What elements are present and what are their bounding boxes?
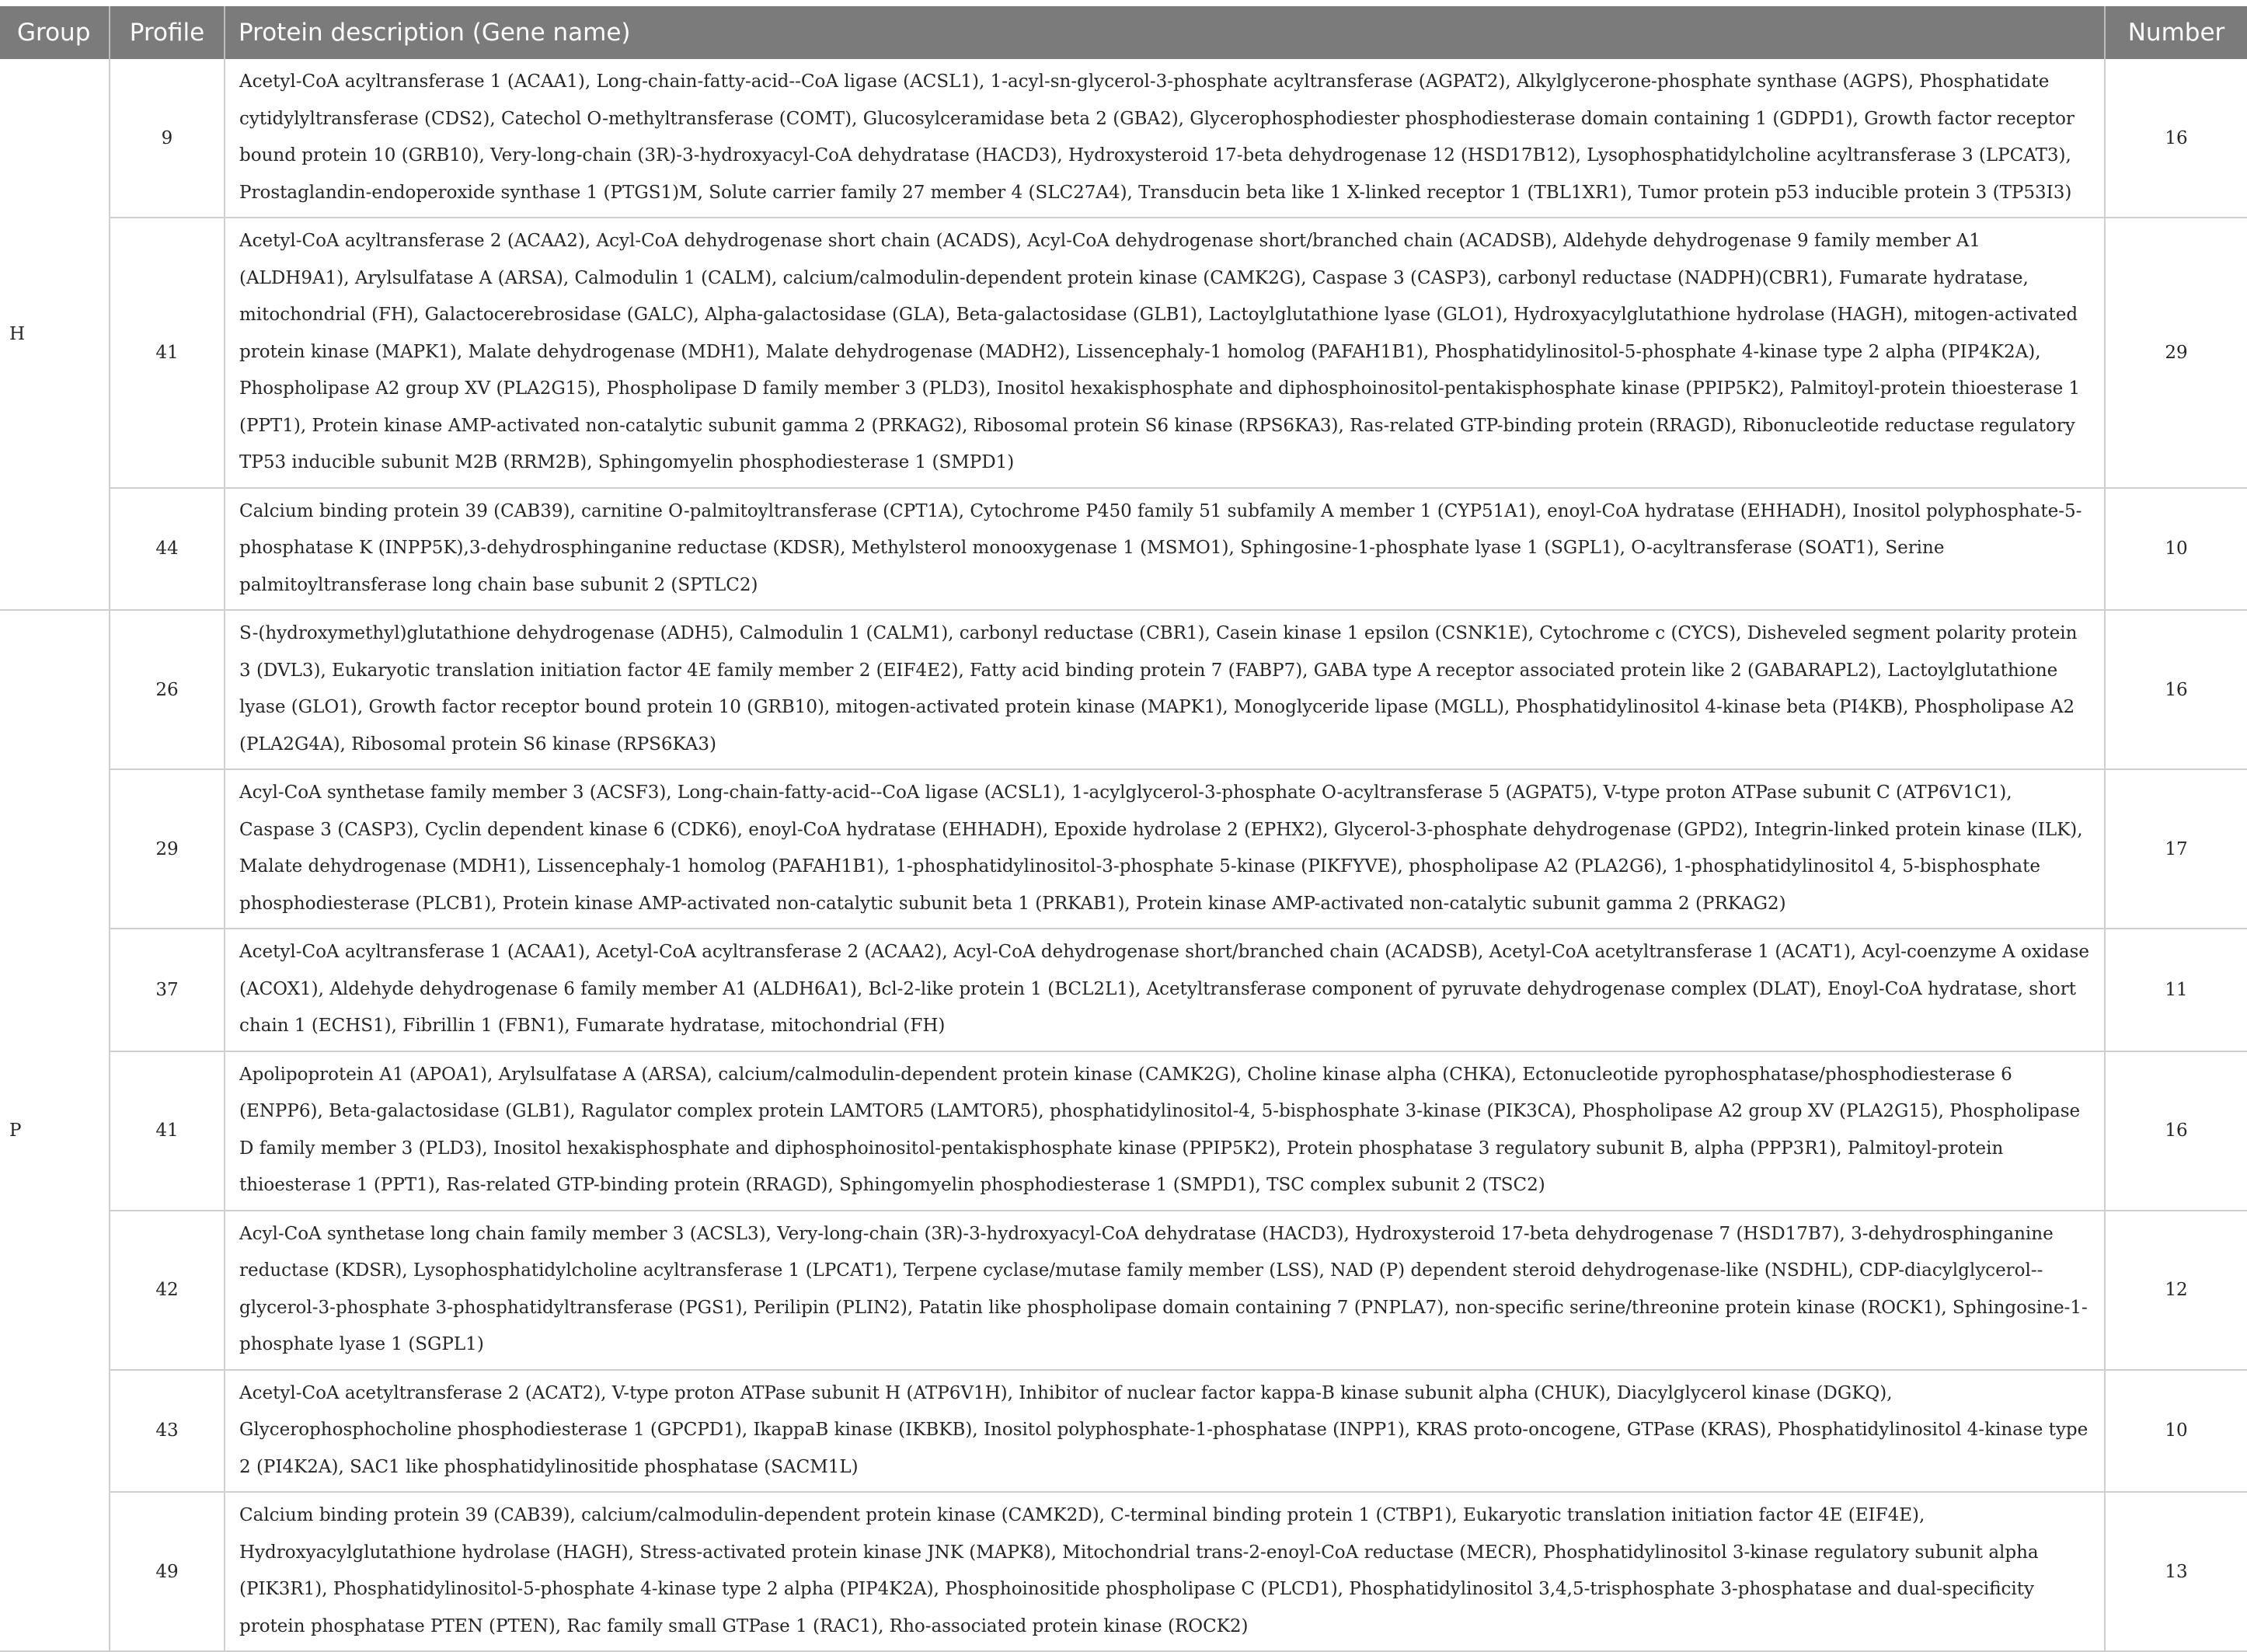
table-row bbox=[0, 610, 2247, 769]
number-cell: 16 bbox=[2105, 1051, 2247, 1211]
profile-cell: 43 bbox=[110, 1370, 225, 1493]
profile-cell: 26 bbox=[110, 610, 225, 769]
description-cell: Acetyl-CoA acyltransferase 1 (ACAA1), Acetyl-CoA acyltransferase 2 (ACAA2), Acyl-CoA dehydrogenase short/branched chain (ACADSB), Acetyl-CoA acetyltransferase 1 (ACAT1), Acyl-coenzyme A oxidase (ACOX1), Aldehyde dehydrogenase 6 family member A1 (ALDH6A1), Bcl-2-like protein 1 (BCL2L1), Acetyltransferase component of pyruvate dehydrogenase complex (DLAT), Enoyl-CoA hydratase, short chain 1 (ECHS1), Fibrillin 1 (FBN1), Fumarate hydratase, mitochondrial (FH) bbox=[225, 929, 2105, 1051]
protein-profile-table bbox=[0, 6, 2247, 1652]
profile-cell: 37 bbox=[110, 929, 225, 1051]
number-cell: 16 bbox=[2105, 59, 2247, 218]
table-header-row bbox=[0, 6, 2247, 59]
table-row bbox=[0, 218, 2247, 488]
number-cell: 10 bbox=[2105, 1370, 2247, 1493]
table-row bbox=[0, 769, 2247, 929]
description-cell: Acetyl-CoA acyltransferase 1 (ACAA1), Long-chain-fatty-acid--CoA ligase (ACSL1), 1-acyl-sn-glycerol-3-phosphate acyltransferase (AGPAT2), Alkylglycerone-phosphate synthase (AGPS), Phosphatidate cytidylyltransferase (CDS2), Catechol O-methyltransferase (COMT), Glucosylceramidase beta 2 (GBA2), Glycerophosphodiester phosphodiesterase domain containing 1 (GDPD1), Growth factor receptor bound protein 10 (GRB10), Very-long-chain (3R)-3-hydroxyacyl-CoA dehydratase (HACD3), Hydroxysteroid 17-beta dehydrogenase 12 (HSD17B12), Lysophosphatidylcholine acyltransferase 3 (LPCAT3), Prostaglandin-endoperoxide synthase 1 (PTGS1)M, Solute carrier family 27 member 4 (SLC27A4), Transducin beta like 1 X-linked receptor 1 (TBL1XR1), Tumor protein p53 inducible protein 3 (TP53I3) bbox=[225, 59, 2105, 218]
table-row bbox=[0, 929, 2247, 1051]
description-cell: Acyl-CoA synthetase family member 3 (ACSF3), Long-chain-fatty-acid--CoA ligase (ACSL1), 1-acylglycerol-3-phosphate O-acyltransferase 5 (AGPAT5), V-type proton ATPase subunit C (ATP6V1C1), Caspase 3 (CASP3), Cyclin dependent kinase 6 (CDK6), enoyl-CoA hydratase (EHHADH), Epoxide hydrolase 2 (EPHX2), Glycerol-3-phosphate dehydrogenase (GPD2), Integrin-linked protein kinase (ILK), Malate dehydrogenase (MDH1), Lissencephaly-1 homolog (PAFAH1B1), 1-phosphatidylinositol-3-phosphate 5-kinase (PIKFYVE), phospholipase A2 (PLA2G6), 1-phosphatidylinositol 4, 5-bisphosphate phosphodiesterase (PLCB1), Protein kinase AMP-activated non-catalytic subunit beta 1 (PRKAB1), Protein kinase AMP-activated non-catalytic subunit gamma 2 (PRKAG2) bbox=[225, 769, 2105, 929]
profile-cell: 49 bbox=[110, 1492, 225, 1651]
profile-cell: 41 bbox=[110, 1051, 225, 1211]
header-group: Group bbox=[0, 6, 110, 59]
number-cell: 10 bbox=[2105, 488, 2247, 611]
number-cell: 13 bbox=[2105, 1492, 2247, 1651]
table-row bbox=[0, 488, 2247, 611]
description-cell: Apolipoprotein A1 (APOA1), Arylsulfatase A (ARSA), calcium/calmodulin-dependent protein kinase (CAMK2G), Choline kinase alpha (CHKA), Ectonucleotide pyrophosphatase/phosphodiesterase 6 (ENPP6), Beta-galactosidase (GLB1), Ragulator complex protein LAMTOR5 (LAMTOR5), phosphatidylinositol-4, 5-bisphosphate 3-kinase (PIK3CA), Phospholipase A2 group XV (PLA2G15), Phospholipase D family member 3 (PLD3), Inositol hexakisphosphate and diphosphoinositol-pentakisphosphate kinase (PPIP5K2), Protein phosphatase 3 regulatory subunit B, alpha (PPP3R1), Palmitoyl-protein thioesterase 1 (PPT1), Ras-related GTP-binding protein (RRAGD), Sphingomyelin phosphodiesterase 1 (SMPD1), TSC complex subunit 2 (TSC2) bbox=[225, 1051, 2105, 1211]
group-cell-h: H bbox=[0, 59, 110, 610]
number-cell: 12 bbox=[2105, 1211, 2247, 1370]
table-row bbox=[0, 1492, 2247, 1651]
description-cell: Calcium binding protein 39 (CAB39), calcium/calmodulin-dependent protein kinase (CAMK2D), C-terminal binding protein 1 (CTBP1), Eukaryotic translation initiation factor 4E (EIF4E), Hydroxyacylglutathione hydrolase (HAGH), Stress-activated protein kinase JNK (MAPK8), Mitochondrial trans-2-enoyl-CoA reductase (MECR), Phosphatidylinositol 3-kinase regulatory subunit alpha (PIK3R1), Phosphatidylinositol-5-phosphate 4-kinase type 2 alpha (PIP4K2A), Phosphoinositide phospholipase C (PLCD1), Phosphatidylinositol 3,4,5-trisphosphate 3-phosphatase and dual-specificity protein phosphatase PTEN (PTEN), Rac family small GTPase 1 (RAC1), Rho-associated protein kinase (ROCK2) bbox=[225, 1492, 2105, 1651]
profile-cell: 42 bbox=[110, 1211, 225, 1370]
description-cell: Calcium binding protein 39 (CAB39), carnitine O-palmitoyltransferase (CPT1A), Cytochrome P450 family 51 subfamily A member 1 (CYP51A1), enoyl-CoA hydratase (EHHADH), Inositol polyphosphate-5-phosphatase K (INPP5K),3-dehydrosphinganine reductase (KDSR), Methylsterol monooxygenase 1 (MSMO1), Sphingosine-1-phosphate lyase 1 (SGPL1), O-acyltransferase (SOAT1), Serine palmitoyltransferase long chain base subunit 2 (SPTLC2) bbox=[225, 488, 2105, 611]
number-cell: 17 bbox=[2105, 769, 2247, 929]
number-cell: 11 bbox=[2105, 929, 2247, 1051]
profile-cell: 29 bbox=[110, 769, 225, 929]
table-row bbox=[0, 1211, 2247, 1370]
number-cell: 16 bbox=[2105, 610, 2247, 769]
table-row bbox=[0, 1370, 2247, 1493]
header-description: Protein description (Gene name) bbox=[225, 6, 2105, 59]
description-cell: Acetyl-CoA acetyltransferase 2 (ACAT2), V-type proton ATPase subunit H (ATP6V1H), Inhibitor of nuclear factor kappa-B kinase subunit alpha (CHUK), Diacylglycerol kinase (DGKQ), Glycerophosphocholine phosphodiesterase 1 (GPCPD1), IkappaB kinase (IKBKB), Inositol polyphosphate-1-phosphatase (INPP1), KRAS proto-oncogene, GTPase (KRAS), Phosphatidylinositol 4-kinase type 2 (PI4K2A), SAC1 like phosphatidylinositide phosphatase (SACM1L) bbox=[225, 1370, 2105, 1493]
table-row bbox=[0, 59, 2247, 218]
group-cell-p: P bbox=[0, 610, 110, 1651]
table-row bbox=[0, 1051, 2247, 1211]
number-cell: 29 bbox=[2105, 218, 2247, 488]
description-cell: Acyl-CoA synthetase long chain family member 3 (ACSL3), Very-long-chain (3R)-3-hydroxyacyl-CoA dehydratase (HACD3), Hydroxysteroid 17-beta dehydrogenase 7 (HSD17B7), 3-dehydrosphinganine reductase (KDSR), Lysophosphatidylcholine acyltransferase 1 (LPCAT1), Terpene cyclase/mutase family member (LSS), NAD (P) dependent steroid dehydrogenase-like (NSDHL), CDP-diacylglycerol--glycerol-3-phosphate 3-phosphatidyltransferase (PGS1), Perilipin (PLIN2), Patatin like phospholipase domain containing 7 (PNPLA7), non-specific serine/threonine protein kinase (ROCK1), Sphingosine-1-phosphate lyase 1 (SGPL1) bbox=[225, 1211, 2105, 1370]
header-number: Number bbox=[2105, 6, 2247, 59]
profile-cell: 44 bbox=[110, 488, 225, 611]
header-profile: Profile bbox=[110, 6, 225, 59]
profile-cell: 9 bbox=[110, 59, 225, 218]
profile-cell: 41 bbox=[110, 218, 225, 488]
description-cell: S-(hydroxymethyl)glutathione dehydrogenase (ADH5), Calmodulin 1 (CALM1), carbonyl reductase (CBR1), Casein kinase 1 epsilon (CSNK1E), Cytochrome c (CYCS), Disheveled segment polarity protein 3 (DVL3), Eukaryotic translation initiation factor 4E family member 2 (EIF4E2), Fatty acid binding protein 7 (FABP7), GABA type A receptor associated protein like 2 (GABARAPL2), Lactoylglutathione lyase (GLO1), Growth factor receptor bound protein 10 (GRB10), mitogen-activated protein kinase (MAPK1), Monoglyceride lipase (MGLL), Phosphatidylinositol 4-kinase beta (PI4KB), Phospholipase A2 (PLA2G4A), Ribosomal protein S6 kinase (RPS6KA3) bbox=[225, 610, 2105, 769]
description-cell: Acetyl-CoA acyltransferase 2 (ACAA2), Acyl-CoA dehydrogenase short chain (ACADS), Acyl-CoA dehydrogenase short/branched chain (ACADSB), Aldehyde dehydrogenase 9 family member A1 (ALDH9A1), Arylsulfatase A (ARSA), Calmodulin 1 (CALM), calcium/calmodulin-dependent protein kinase (CAMK2G), Caspase 3 (CASP3), carbonyl reductase (NADPH)(CBR1), Fumarate hydratase, mitochondrial (FH), Galactocerebrosidase (GALC), Alpha-galactosidase (GLA), Beta-galactosidase (GLB1), Lactoylglutathione lyase (GLO1), Hydroxyacylglutathione hydrolase (HAGH), mitogen-activated protein kinase (MAPK1), Malate dehydrogenase (MDH1), Malate dehydrogenase (MADH2), Lissencephaly-1 homolog (PAFAH1B1), Phosphatidylinositol-5-phosphate 4-kinase type 2 alpha (PIP4K2A), Phospholipase A2 group XV (PLA2G15), Phospholipase D family member 3 (PLD3), Inositol hexakisphosphate and diphosphoinositol-pentakisphosphate kinase (PPIP5K2), Palmitoyl-protein thioesterase 1 (PPT1), Protein kinase AMP-activated non-catalytic subunit gamma 2 (PRKAG2), Ribosomal protein S6 kinase (RPS6KA3), Ras-related GTP-binding protein (RRAGD), Ribonucleotide reductase regulatory TP53 inducible subunit M2B (RRM2B), Sphingomyelin phosphodiesterase 1 (SMPD1) bbox=[225, 218, 2105, 488]
